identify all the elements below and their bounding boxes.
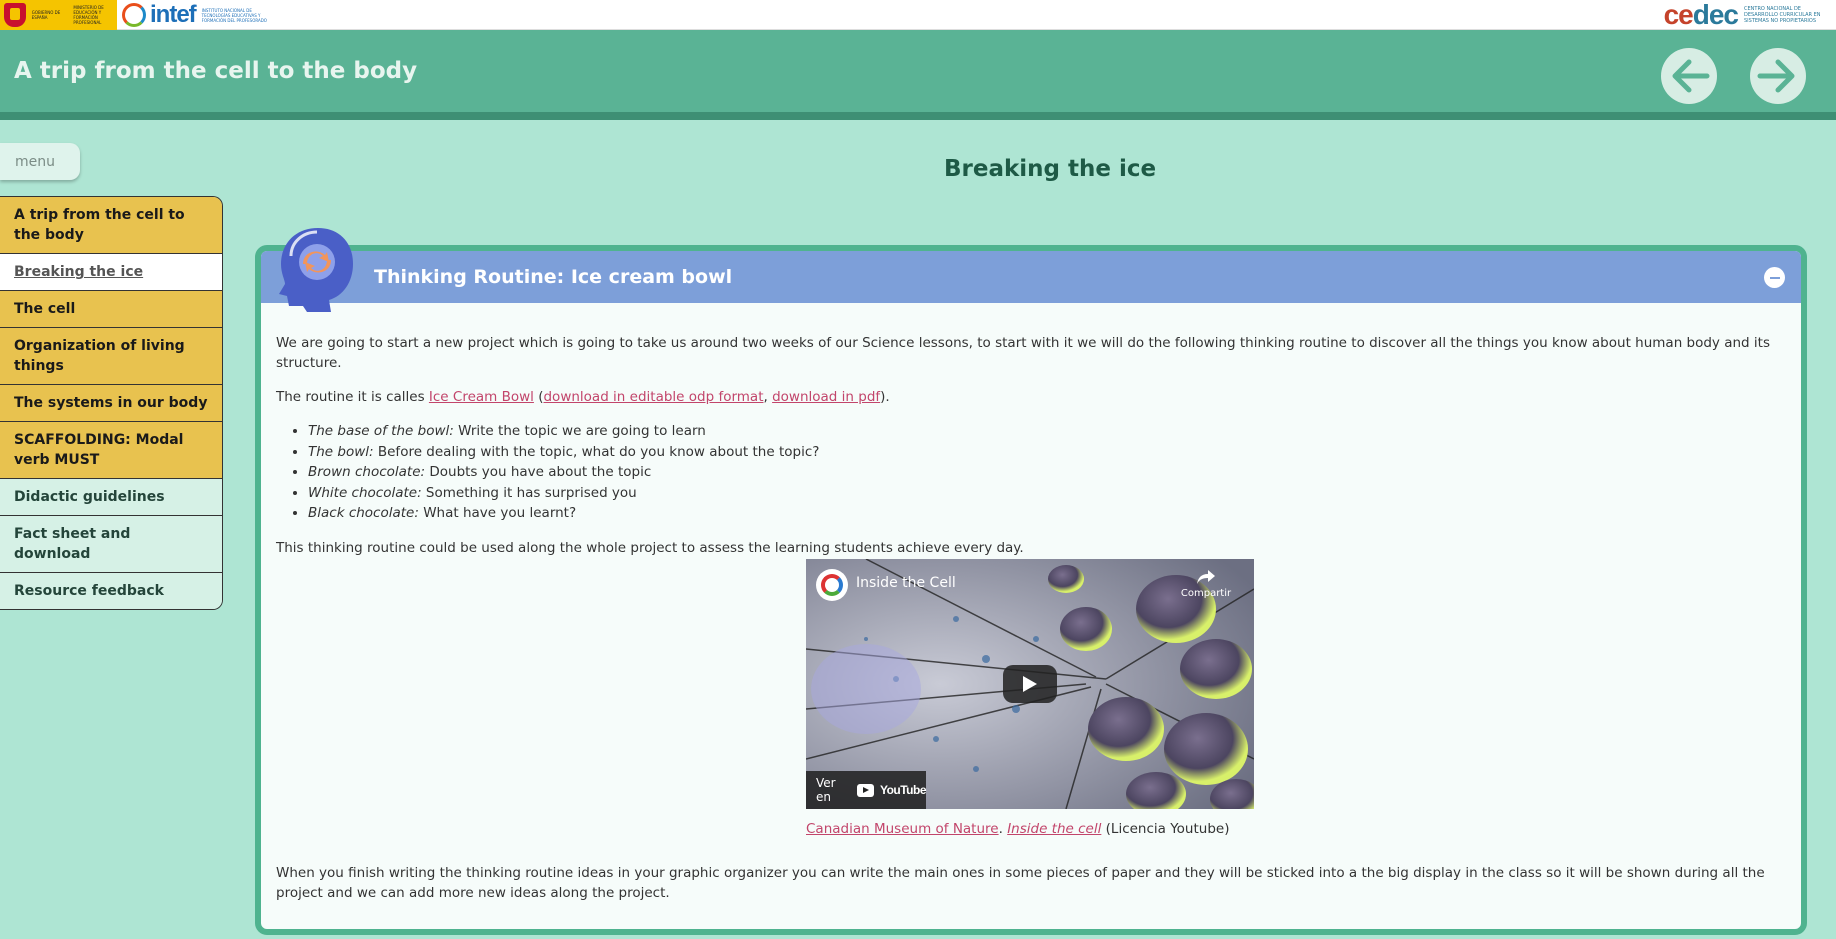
list-text: Before dealing with the topic, what do you know about the topic? xyxy=(373,443,820,460)
intef-subtitle: INSTITUTO NACIONAL DE TECNOLOGÍAS EDUCATIVAS Y FORMACIÓN DEL PROFESORADO xyxy=(201,7,267,23)
list-term: Brown chocolate: xyxy=(308,464,426,480)
museum-link[interactable]: Canadian Museum of Nature xyxy=(806,821,999,837)
page-title: Breaking the ice xyxy=(944,156,1157,182)
list-term: Black chocolate: xyxy=(308,505,419,521)
intro-paragraph: We are going to start a new project which is going to take us around two weeks of our Science lessons, to start with it we will do the following thinking routine to discover all the things you know about human body and its structure. xyxy=(276,335,1770,371)
list-term: White chocolate: xyxy=(308,484,422,501)
nav-item-organization[interactable]: Organization of living things xyxy=(0,328,222,385)
final-paragraph: When you finish writing the thinking routine ideas in your graphic organizer you can write the main ones in some pieces of paper and they will be sticked into a the big display in the class so it will be shown during all the project and we can add more new ideas along the project. xyxy=(276,865,1765,901)
list-item xyxy=(308,462,1786,483)
site-header xyxy=(0,30,1836,120)
youtube-play-icon xyxy=(857,784,874,797)
share-icon xyxy=(1196,569,1216,585)
list-item xyxy=(308,421,1786,442)
list-item xyxy=(308,483,1786,504)
nav-item-systems[interactable]: The systems in our body xyxy=(0,385,222,422)
ministry-label: MINISTERIO DE EDUCACIÓN Y FORMACIÓN PROFESIONAL xyxy=(73,5,104,25)
channel-avatar[interactable] xyxy=(816,569,848,601)
activity-box xyxy=(255,245,1807,935)
menu-toggle-button[interactable]: menu xyxy=(0,143,80,180)
list-term: The base of the bowl: xyxy=(308,423,454,439)
play-button[interactable] xyxy=(1003,665,1057,703)
cedec-subtitle: CENTRO NACIONAL DE DESARROLLO CURRICULAR EN SISTEMAS NO PROPIETARIOS xyxy=(1744,6,1821,24)
nav-item-scaffolding[interactable]: SCAFFOLDING: Modal verb MUST xyxy=(0,422,222,479)
play-icon xyxy=(1022,675,1038,693)
previous-page-button[interactable] xyxy=(1661,48,1717,104)
collapse-toggle-icon[interactable] xyxy=(1764,267,1785,288)
caption-separator: . xyxy=(998,821,1008,837)
logo-bar xyxy=(0,0,1836,30)
nav-item-resource-feedback[interactable]: Resource feedback xyxy=(0,573,222,609)
nav-item-breaking-the-ice[interactable]: Breaking the ice xyxy=(0,254,222,291)
nav-item-didactic-guidelines[interactable]: Didactic guidelines xyxy=(0,479,222,516)
routine-paragraph xyxy=(276,387,1786,407)
nav-item-fact-sheet[interactable]: Fact sheet and download xyxy=(0,516,222,573)
ice-cream-bowl-link[interactable]: Ice Cream Bowl xyxy=(428,389,534,405)
youtube-wordmark: YouTube xyxy=(879,783,926,797)
routine-paren-open: ( xyxy=(533,389,544,405)
activity-content xyxy=(276,333,1786,572)
government-label: GOBIERNO DE ESPAÑA xyxy=(31,10,61,20)
next-page-button[interactable] xyxy=(1750,48,1806,104)
nav-item-the-cell[interactable]: The cell xyxy=(0,291,222,328)
list-text: Something it has surprised you xyxy=(421,484,637,501)
activity-box-header xyxy=(261,251,1801,303)
intef-ring-icon xyxy=(122,3,146,27)
list-text: What have you learnt? xyxy=(418,505,577,521)
routine-comma: , xyxy=(763,389,773,405)
watch-on-youtube-button[interactable] xyxy=(806,771,926,809)
list-text: Doubts you have about the topic xyxy=(425,464,652,480)
list-text: Write the topic we are going to learn xyxy=(453,423,706,439)
download-odp-link[interactable]: download in editable odp format xyxy=(543,389,764,405)
inside-the-cell-link[interactable]: Inside the cell xyxy=(1007,821,1102,837)
sidebar-nav xyxy=(0,196,223,610)
intef-logo[interactable] xyxy=(122,2,282,28)
list-item xyxy=(308,442,1786,463)
video-title[interactable]: Inside the Cell xyxy=(856,575,956,591)
list-item xyxy=(308,503,1786,524)
activity-box-title: Thinking Routine: Ice cream bowl xyxy=(374,266,733,288)
assess-paragraph: This thinking routine could be used along the whole project to assess the learning students achieve every day. xyxy=(276,539,1024,556)
thinking-head-icon xyxy=(273,222,359,312)
share-label: Compartir xyxy=(1180,588,1232,599)
watch-on-label: Ver en xyxy=(816,776,836,804)
share-button[interactable] xyxy=(1180,569,1232,599)
site-title[interactable]: A trip from the cell to the body xyxy=(14,58,418,84)
routine-list xyxy=(308,421,1786,524)
cedec-logo[interactable] xyxy=(1664,0,1832,30)
nav-item-trip[interactable]: A trip from the cell to the body xyxy=(0,197,222,254)
routine-paren-close: ). xyxy=(880,389,890,405)
arrow-right-icon xyxy=(1756,54,1800,98)
video-caption xyxy=(806,821,1229,837)
government-logo[interactable] xyxy=(0,0,117,30)
caption-license: (Licencia Youtube) xyxy=(1101,821,1230,837)
arrow-left-icon xyxy=(1667,54,1711,98)
youtube-video-player[interactable] xyxy=(806,559,1254,809)
coat-of-arms-icon xyxy=(4,3,26,27)
intef-wordmark: intef xyxy=(150,1,196,28)
channel-logo-icon xyxy=(821,574,843,596)
cedec-wordmark-a: ce xyxy=(1663,0,1693,30)
routine-prefix: The routine it is calles xyxy=(276,389,429,405)
download-pdf-link[interactable]: download in pdf xyxy=(772,389,881,405)
list-term: The bowl: xyxy=(308,443,374,460)
cedec-wordmark-b: dec xyxy=(1692,0,1738,30)
